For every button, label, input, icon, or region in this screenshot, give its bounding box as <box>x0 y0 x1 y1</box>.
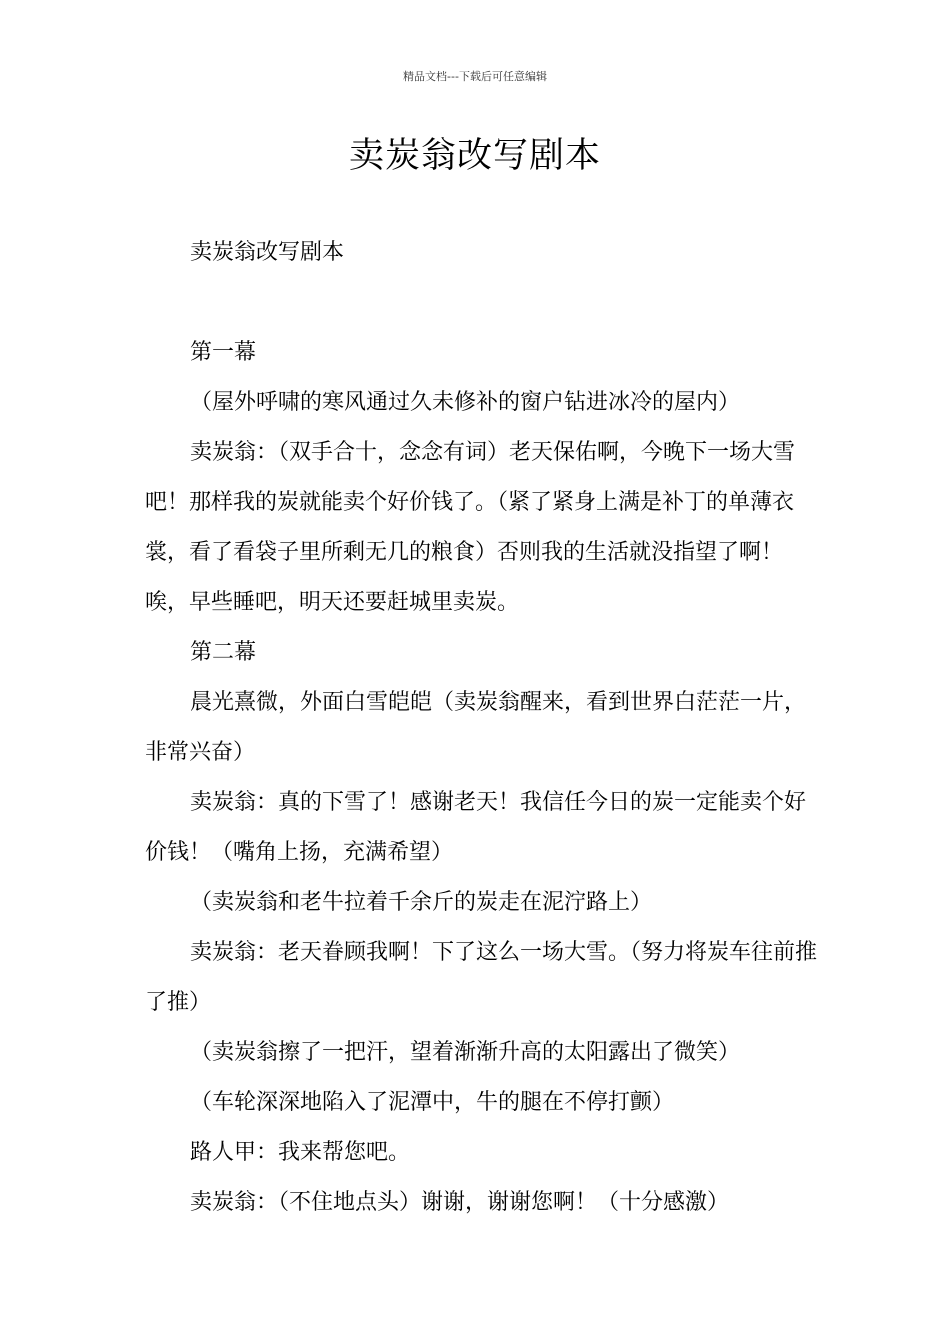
page-title: 卖炭翁改写剧本 <box>348 136 601 176</box>
paragraph-stage-direction: （卖炭翁擦了一把汗，望着渐渐升高的太阳露出了微笑） <box>190 1040 741 1065</box>
paragraph-dialogue: 路人甲：我来帮您吧。 <box>190 1140 411 1165</box>
paragraph-dialogue: 卖炭翁：（双手合十，念念有词）老天保佑啊，今晚下一场大雪吧！那样我的炭就能卖个好价钱了。（紧了紧身上满是补丁的单薄衣裳，看了看袋子里所剩无几的粮食）否则我的生活就没指望了啊！唉，早些睡吧，明天还要赶城里卖炭。 <box>145 440 796 615</box>
paragraph-stage-direction: （屋外呼啸的寒风通过久未修补的窗户钻进冰冷的屋内） <box>190 390 741 415</box>
script-body <box>145 328 825 1228</box>
paragraph-stage-direction: （车轮深深地陷入了泥潭中，牛的腿在不停打颤） <box>190 1090 675 1115</box>
paragraph-scene: 晨光熹微，外面白雪皑皑（卖炭翁醒来，看到世界白茫茫一片，非常兴奋） <box>145 690 807 765</box>
paragraph-dialogue: 卖炭翁：（不住地点头）谢谢，谢谢您啊！（十分感激） <box>190 1190 730 1215</box>
subtitle: 卖炭翁改写剧本 <box>190 240 345 265</box>
header-note: 精品文档---下载后可任意编辑 <box>403 70 547 83</box>
paragraph-act-one: 第一幕 <box>190 340 257 365</box>
paragraph-dialogue: 卖炭翁：真的下雪了！感谢老天！我信任今日的炭一定能卖个好价钱！（嘴角上扬，充满希望） <box>145 790 807 865</box>
paragraph-act-two: 第二幕 <box>190 640 257 665</box>
paragraph-dialogue: 卖炭翁：老天眷顾我啊！下了这么一场大雪。（努力将炭车往前推了推） <box>145 940 818 1015</box>
paragraph-stage-direction: （卖炭翁和老牛拉着千余斤的炭走在泥泞路上） <box>190 890 653 915</box>
